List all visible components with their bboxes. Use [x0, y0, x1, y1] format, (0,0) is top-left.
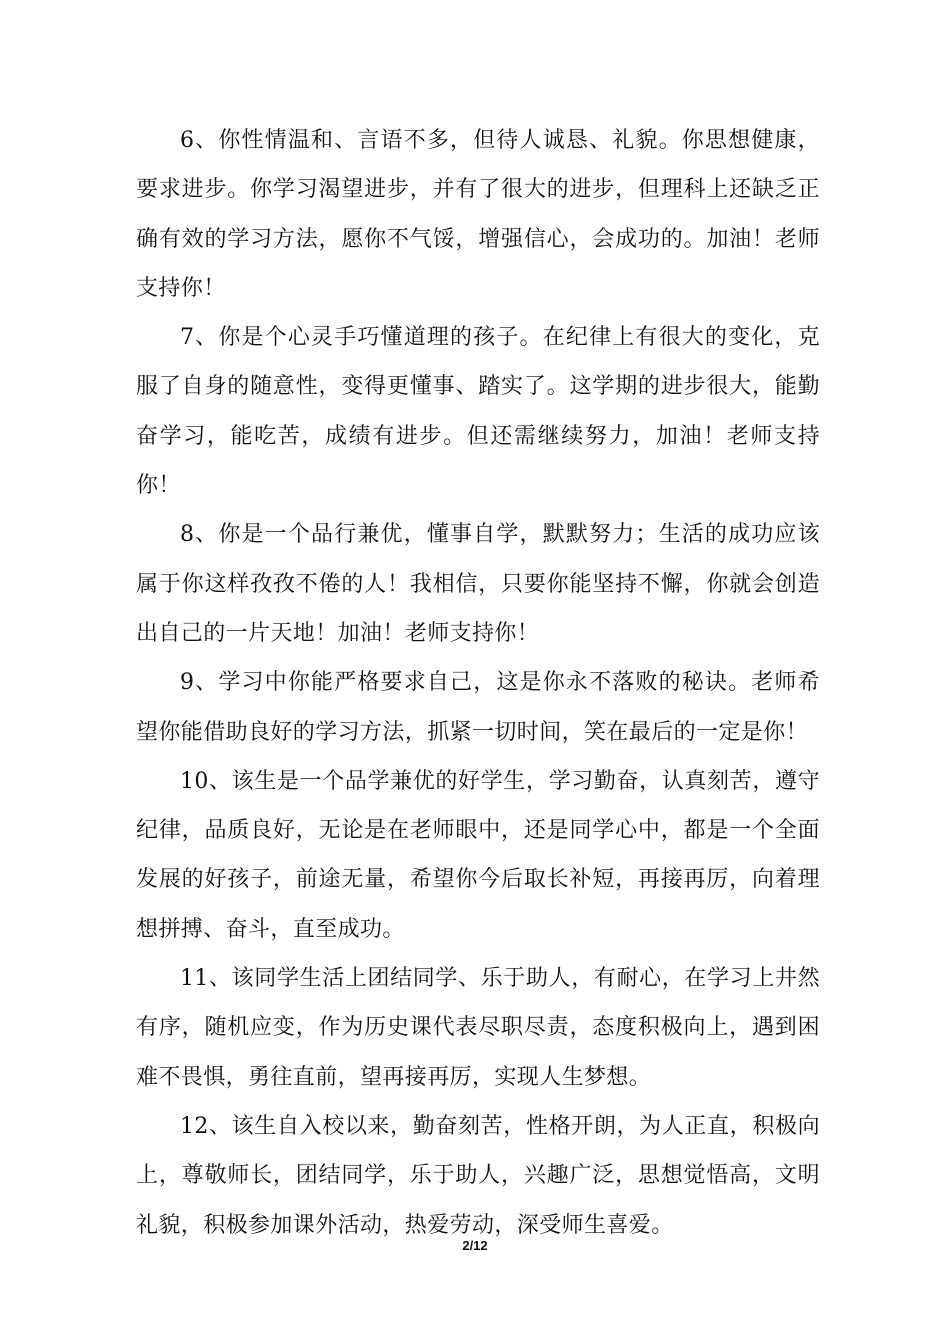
paragraph-8: 8、你是一个品行兼优，懂事自学，默默努力；生活的成功应该属于你这样孜孜不倦的人！我相信，只要你能坚持不懈，你就会创造出自己的一片天地！加油！老师支持你！: [136, 522, 820, 646]
page-number: 2/12: [462, 1238, 488, 1253]
document-body: [136, 116, 820, 1250]
paragraph-9: 9、学习中你能严格要求自己，这是你永不落败的秘诀。老师希望你能借助良好的学习方法，抓紧一切时间，笑在最后的一定是你！: [136, 670, 820, 745]
paragraph-10: 10、该生是一个品学兼优的好学生，学习勤奋，认真刻苦，遵守纪律，品质良好，无论是在老师眼中，还是同学心中，都是一个全面发展的好孩子，前途无量，希望你今后取长补短，再接再厉，向着理想拼搏、奋斗，直至成功。: [136, 768, 820, 942]
paragraph-6: 6、你性情温和、言语不多，但待人诚恳、礼貌。你思想健康，要求进步。你学习渴望进步，并有了很大的进步，但理科上还缺乏正确有效的学习方法，愿你不气馁，增强信心，会成功的。加油！老师支持你！: [136, 128, 820, 301]
paragraph-7: 7、你是个心灵手巧懂道理的孩子。在纪律上有很大的变化，克服了自身的随意性，变得更懂事、踏实了。这学期的进步很大，能勤奋学习，能吃苦，成绩有进步。但还需继续努力，加油！老师支持你！: [136, 325, 820, 499]
paragraph-12: 12、该生自入校以来，勤奋刻苦，性格开朗，为人正直，积极向上，尊敬师长，团结同学，乐于助人，兴趣广泛，思想觉悟高，文明礼貌，积极参加课外活动，热爱劳动，深受师生喜爱。: [136, 1113, 820, 1238]
paragraph-11: 11、该同学生活上团结同学、乐于助人，有耐心，在学习上井然有序，随机应变，作为历史课代表尽职尽责，态度积极向上，遇到困难不畏惧，勇往直前，望再接再厉，实现人生梦想。: [136, 966, 820, 1090]
